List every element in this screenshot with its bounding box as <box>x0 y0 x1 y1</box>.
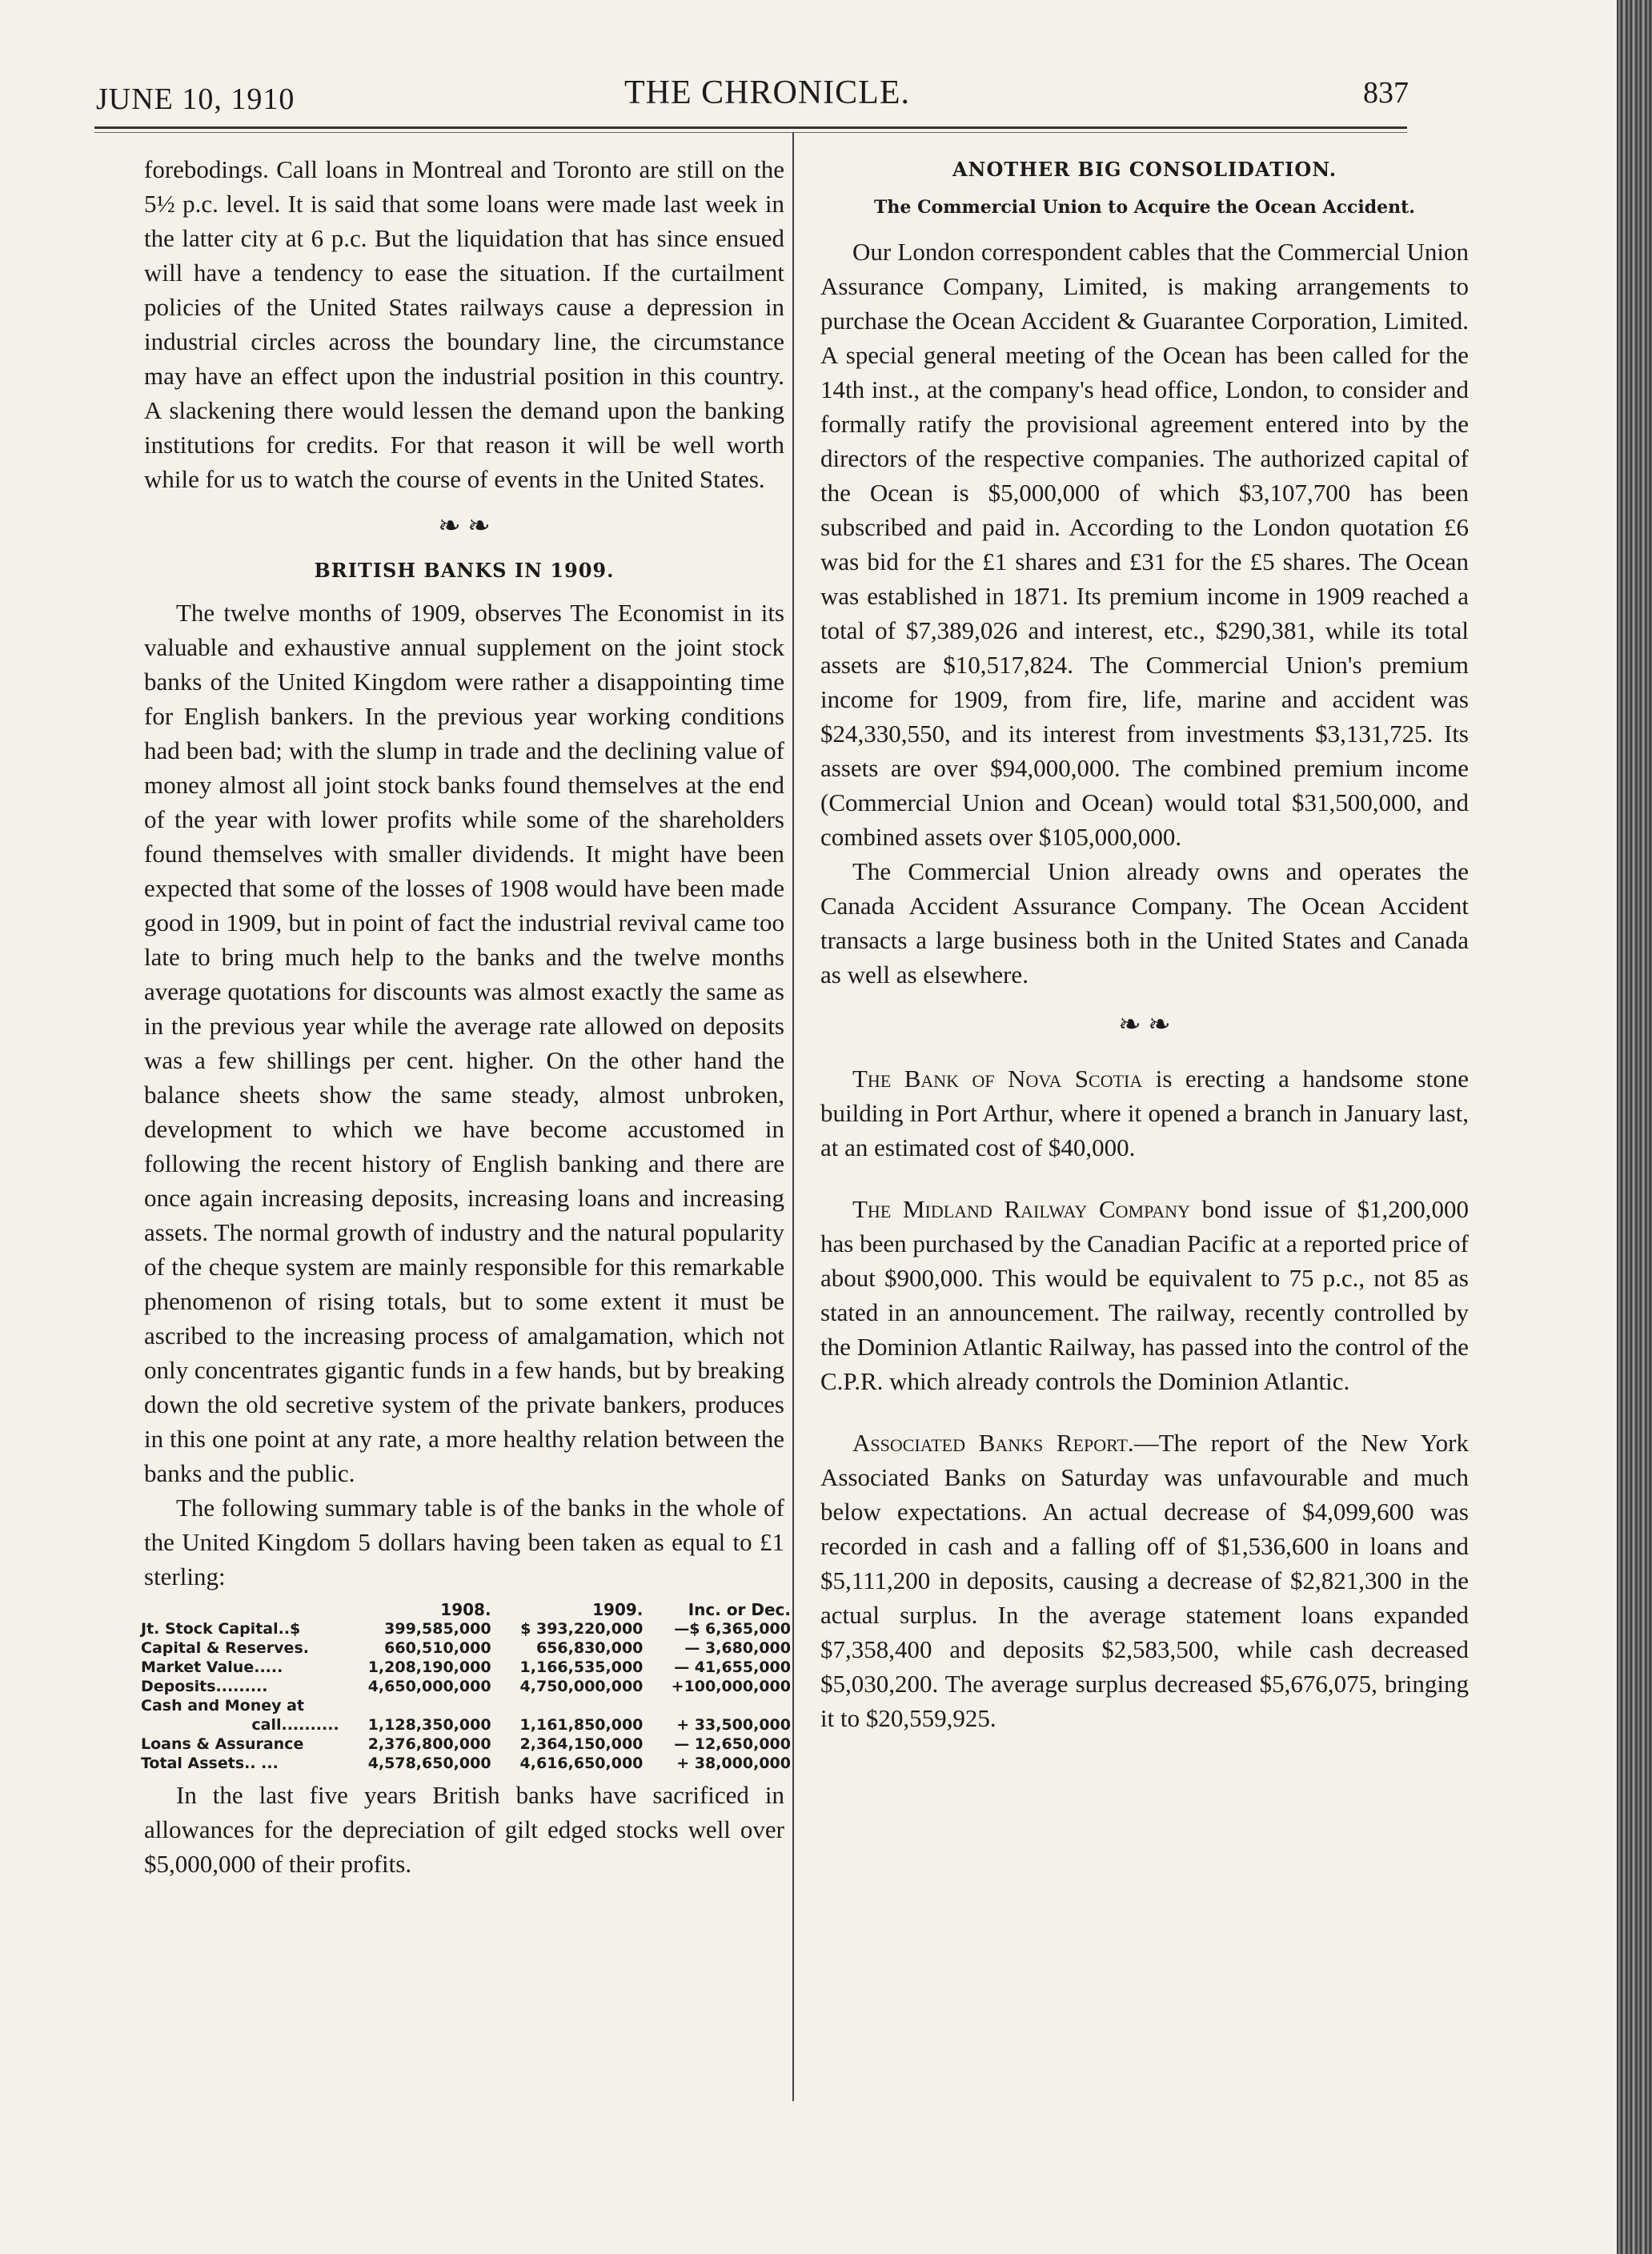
page-number: 837 <box>1363 76 1409 110</box>
associated-banks-item <box>820 1426 1469 1735</box>
table-row <box>138 1754 794 1773</box>
table-cell: + 33,500,000 <box>676 1716 791 1734</box>
spacer <box>820 1165 1469 1192</box>
table-cell <box>495 1696 647 1715</box>
consolidation-paragraph-2: The Commercial Union already owns and operates the Canada Accident Assurance Company. The Ocean Accident transacts a large business both in the United States and Canada as well as elsewhere. <box>820 857 1469 989</box>
table-cell: Loans & Assurance <box>141 1735 304 1753</box>
table-cell: —$ 6,365,000 <box>674 1620 791 1638</box>
table-cell: 660,510,000 <box>384 1639 491 1657</box>
table-cell: 399,585,000 <box>384 1620 491 1638</box>
table-cell: Market Value..... <box>141 1658 283 1676</box>
table-row <box>138 1696 794 1715</box>
table-row <box>138 1619 794 1638</box>
table-cell <box>343 1696 495 1715</box>
table-row <box>138 1638 794 1658</box>
publication-title: THE CHRONICLE. <box>624 74 910 111</box>
table-cell: — 12,650,000 <box>674 1735 791 1753</box>
banks-summary-table <box>138 1600 794 1773</box>
table-cell: Jt. Stock Capital..$ <box>141 1620 301 1638</box>
british-banks-paragraph-2: The following summary table is of the banks in the whole of the United Kingdom 5 dollars having been taken as equal to £1 sterling: <box>144 1494 784 1590</box>
intro-paragraph: forebodings. Call loans in Montreal and Toronto are still on the 5½ p.c. level. It is said that some loans were made last week in the latter city at 6 p.c. But the liquidation that has since ensued will have a tendency to ease the situation. If the curtailment policies of the United States railways cause a depression in industrial circles across the boundary line, the circumstance may have an effect upon the industrial position in this country. A slackening there would lessen the demand upon the banking institutions for credits. For that reason it will be well worth while for us to watch the course of events in the United States. <box>144 155 784 493</box>
table-row <box>138 1735 794 1754</box>
table-cell: 1,161,850,000 <box>519 1716 644 1734</box>
table-cell: Deposits......... <box>141 1678 268 1695</box>
consolidation-heading: ANOTHER BIG CONSOLIDATION. <box>952 158 1337 181</box>
table-row <box>138 1658 794 1677</box>
table-cell: 4,650,000,000 <box>367 1678 491 1695</box>
table-row <box>138 1677 794 1696</box>
nova-scotia-lead: The Bank of Nova Scotia <box>852 1065 1143 1093</box>
table-cell: 656,830,000 <box>535 1639 644 1657</box>
table-cell: $ 393,220,000 <box>520 1620 644 1638</box>
midland-lead: The Midland Railway Company <box>852 1195 1190 1223</box>
consolidation-paragraph-1: Our London correspondent cables that the Commercial Union Assurance Company, Limited, is making arrangements to purchase the Ocean Accident & Guarantee Corporation, Limited. A special general meeting of the Ocean has been called for the 14th inst., at the company's head office, London, to consider and formally ratify the provisional agreement entered into by the directors of the respective companies. The authorized capital of the Ocean is $5,000,000 of which $3,107,700 has been subscribed and paid in. According to the London quotation £6 was bid for the £1 shares and £31 for the £5 shares. The Ocean was established in 1871. Its premium income in 1909 reached a total of $7,389,026 and interest, etc., $290,381, while its total assets are $10,517,824. The Commercial Union's premium income for 1909, from fire, life, marine and accident was $24,330,550, and its interest from investments $3,131,725. Its assets are over $94,000,000. The combined premium income (Commercial Union and Ocean) would total $31,500,000, and combined assets over $105,000,000. <box>820 238 1469 851</box>
table-header-row <box>138 1600 794 1619</box>
table-cell: 1,208,190,000 <box>367 1658 491 1676</box>
table-cell: 1,128,350,000 <box>367 1716 491 1734</box>
british-banks-paragraph-1: The twelve months of 1909, observes The Economist in its valuable and exhaustive annual supplement on the joint stock banks of the United Kingdom were rather a disappointing time for English bankers. In the previous year working conditions had been bad; with the slump in trade and the declining value of money almost all joint stock banks found themselves at the end of the year with lower profits while some of the shareholders found themselves with smaller dividends. It might have been expected that some of the losses of 1908 would have been made good in 1909, but in point of fact the industrial revival came too late to bring much help to the banks and the twelve months average quotations for discounts was almost exactly the same as in the previous year while the average rate allowed on deposits was a few shillings per cent. higher. On the other hand the balance sheets show the same steady, almost unbroken, development to which we have become accustomed in following the recent history of English banking and there are once again increasing deposits, increasing loans and increasing assets. The normal growth of industry and the natural popularity of the cheque system are mainly responsible for this remarkable phenomenon of rising totals, but to some extent it must be ascribed to the increasing process of amalgamation, which not only concentrates gigantic funds in a few hands, but by breaking down the old secretive system of the private bankers, produces in this one point at any rate, a more healthy relation between the banks and the public. <box>144 599 784 1487</box>
british-banks-heading: BRITISH BANKS IN 1909. <box>314 559 615 582</box>
left-column <box>141 152 791 1881</box>
associated-banks-lead: Associated Banks Report. <box>852 1429 1134 1457</box>
nova-scotia-text: is erecting a handsome stone building in Port Arthur, where it opened a branch in January last, at an estimated cost of $40,000. <box>820 1065 1469 1161</box>
ornament-leaves: ❧ ❧ <box>1118 1010 1171 1040</box>
table-header-cell: 1908. <box>440 1600 491 1619</box>
british-banks-paragraph-3: In the last five years British banks have sacrificed in allowances for the depreciation of gilt edged stocks well over $5,000,000 of their profits. <box>144 1781 784 1878</box>
table-cell: 2,376,800,000 <box>367 1735 491 1753</box>
scan-binding-edge <box>1617 0 1652 2254</box>
midland-item <box>820 1192 1469 1398</box>
nova-scotia-item <box>820 1061 1469 1165</box>
table-header-cell: 1909. <box>592 1600 644 1619</box>
table-cell: — 41,655,000 <box>674 1658 791 1676</box>
ornament-leaves: ❧ ❧ <box>438 511 491 541</box>
table-header-cell: Inc. or Dec. <box>688 1600 791 1619</box>
table-cell <box>646 1696 794 1715</box>
table-cell: — 3,680,000 <box>684 1639 791 1657</box>
table-cell: Capital & Reserves. <box>141 1639 309 1657</box>
table-cell: +100,000,000 <box>671 1678 791 1695</box>
table-cell: Total Assets.. ... <box>141 1755 279 1772</box>
table-cell: 4,578,650,000 <box>367 1755 491 1772</box>
right-column <box>820 152 1469 1735</box>
associated-banks-text: —The report of the New York Associated Banks on Saturday was unfavourable and much below expectations. An actual decrease of $4,099,600 was recorded in cash and a falling off of $1,536,600 in loans and $5,111,200 in deposits, causing a decrease of $2,821,300 in the actual surplus. In the average statement loans expanded $7,358,400 and deposits $2,583,500, while cash decreased $5,030,200. The average surplus decreased $5,676,075, bringing it to $20,559,925. <box>820 1429 1469 1732</box>
midland-text: bond issue of $1,200,000 has been purchased by the Canadian Pacific at a reported price of about $900,000. This would be equivalent to 75 p.c., not 85 as stated in an announcement. The railway, recently controlled by the Dominion Atlantic Railway, has passed into the control of the C.P.R. which already controls the Dominion Atlantic. <box>820 1195 1469 1395</box>
table-cell: 1,166,535,000 <box>519 1658 644 1676</box>
table-cell: 4,750,000,000 <box>519 1678 644 1695</box>
table-row <box>138 1715 794 1735</box>
consolidation-subheading: The Commercial Union to Acquire the Ocean Accident. <box>874 197 1415 218</box>
header-rule <box>94 126 1407 133</box>
table-cell: 4,616,650,000 <box>519 1755 644 1772</box>
table-cell: call.......... <box>251 1716 339 1734</box>
page-header <box>96 74 1409 122</box>
spacer <box>820 1398 1469 1426</box>
column-rule <box>792 132 794 2101</box>
table-header-cell <box>138 1600 343 1619</box>
issue-date: JUNE 10, 1910 <box>96 82 295 116</box>
table-cell: + 38,000,000 <box>676 1755 791 1772</box>
table-cell: Cash and Money at <box>141 1697 305 1715</box>
table-cell: 2,364,150,000 <box>519 1735 644 1753</box>
